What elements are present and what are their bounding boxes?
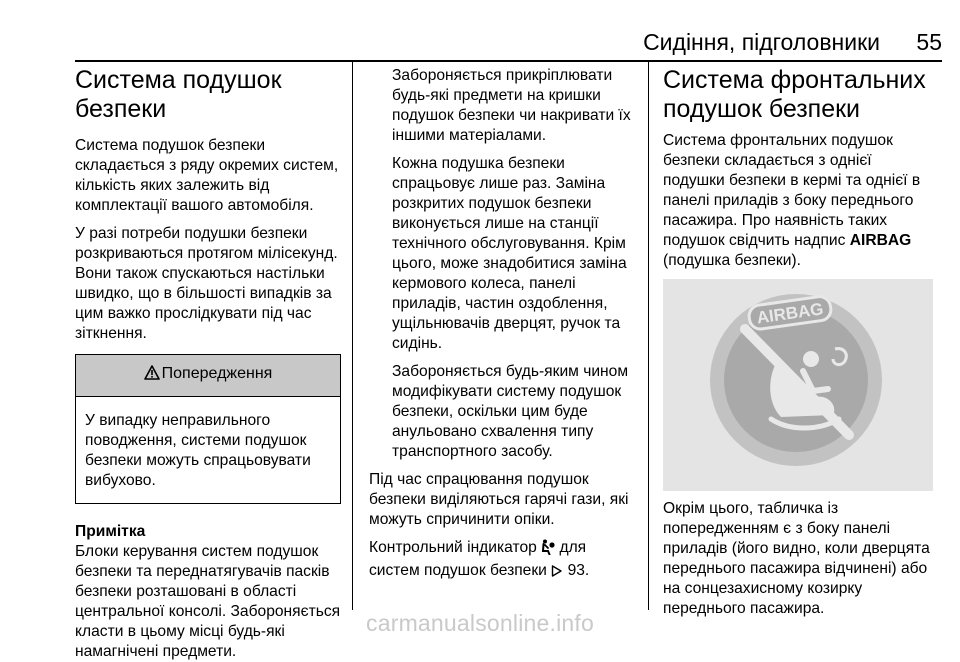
page-reference[interactable]: 93. <box>567 562 590 579</box>
warning-box <box>75 354 341 504</box>
warning-text: У випадку неправильного поводження, системи подушок безпеки можуть спрацьовувати вибухово. <box>85 412 311 489</box>
paragraph: Кожна подушка безпеки спрацьовує лише раз. Заміна розкритих подушок безпеки виконується лише на станції технічного обслуговування. Крім цього, може знадобитися заміна кермового колеса, панелі приладів, частин оздоблення, ущільнювачів дверцят, ручок та сидінь. <box>392 155 627 352</box>
page-reference-arrow-icon <box>551 564 563 584</box>
warning-triangle-icon <box>144 365 160 387</box>
no-child-seat-airbag-icon <box>663 279 933 491</box>
watermark: carmanualsonline.info <box>366 610 594 636</box>
paragraph-indicator <box>369 538 639 584</box>
airbag-badge-text: AIRBAG <box>755 299 825 328</box>
column-1 <box>75 66 341 662</box>
paragraph: Під час спрацювання подушок безпеки виділяються гарячі гази, які можуть спричинити опіки. <box>369 471 629 528</box>
running-header-title: Сидіння, підголовники <box>643 29 880 55</box>
airbag-label: AIRBAG <box>849 232 912 249</box>
column-3 <box>663 66 935 627</box>
paragraph: Забороняється будь-яким чином модифікувати систему подушок безпеки, оскільки цим буде анульовано схвалення типу транспортного засобу. <box>392 363 629 460</box>
note-text: Блоки керування систем подушок безпеки та переднатягувачів пасків безпеки розташовані в області центральної консолі. Забороняється класти в цьому місці будь-які намагнічені предмети. <box>75 543 341 660</box>
note-title: Примітка <box>75 523 146 540</box>
header-divider <box>75 60 942 62</box>
paragraph-text: Система фронтальних подушок безпеки складається з однієї подушки безпеки в кермі та однієї в панелі приладів з боку переднього пасажира. Про наявність таких подушок свідчить надпис <box>663 132 921 249</box>
section-heading-front-airbags: Система фронтальних подушок безпеки <box>663 66 926 123</box>
column-divider-right <box>648 62 649 610</box>
column-2 <box>369 66 639 592</box>
paragraph: Забороняється прикріплювати будь-які предмети на кришки подушок безпеки чи накривати їх іншими матеріалами. <box>392 67 631 144</box>
warning-title: Попередження <box>161 365 273 382</box>
airbag-warning-label-illustration <box>663 279 933 491</box>
paragraph: У разі потреби подушки безпеки розкриваються протягом мілісекунд. Вони також спускаються настільки швидко, що в більшості випадків за цим важко прослідкувати під час зіткнення. <box>75 225 338 342</box>
warning-header <box>76 355 340 397</box>
column-divider-left <box>352 62 353 610</box>
paragraph: Система подушок безпеки складається з ряду окремих систем, кількість яких залежить від комплектації вашого автомобіля. <box>75 137 339 214</box>
section-heading-airbag-system: Система подушок безпеки <box>75 66 282 123</box>
paragraph-text: Контрольний індикатор <box>369 539 537 556</box>
paragraph-text: для систем подушок безпеки <box>369 539 587 579</box>
paragraph-text: (подушка безпеки). <box>663 252 801 269</box>
airbag-indicator-icon <box>541 539 555 561</box>
paragraph: Окрім цього, табличка із попередженням є з боку панелі приладів (його видно, коли дверцята переднього пасажира відчинені) або на сонцезахисному козирку переднього пасажира. <box>663 500 930 617</box>
paragraph <box>663 131 935 271</box>
page-number: 55 <box>916 29 942 55</box>
